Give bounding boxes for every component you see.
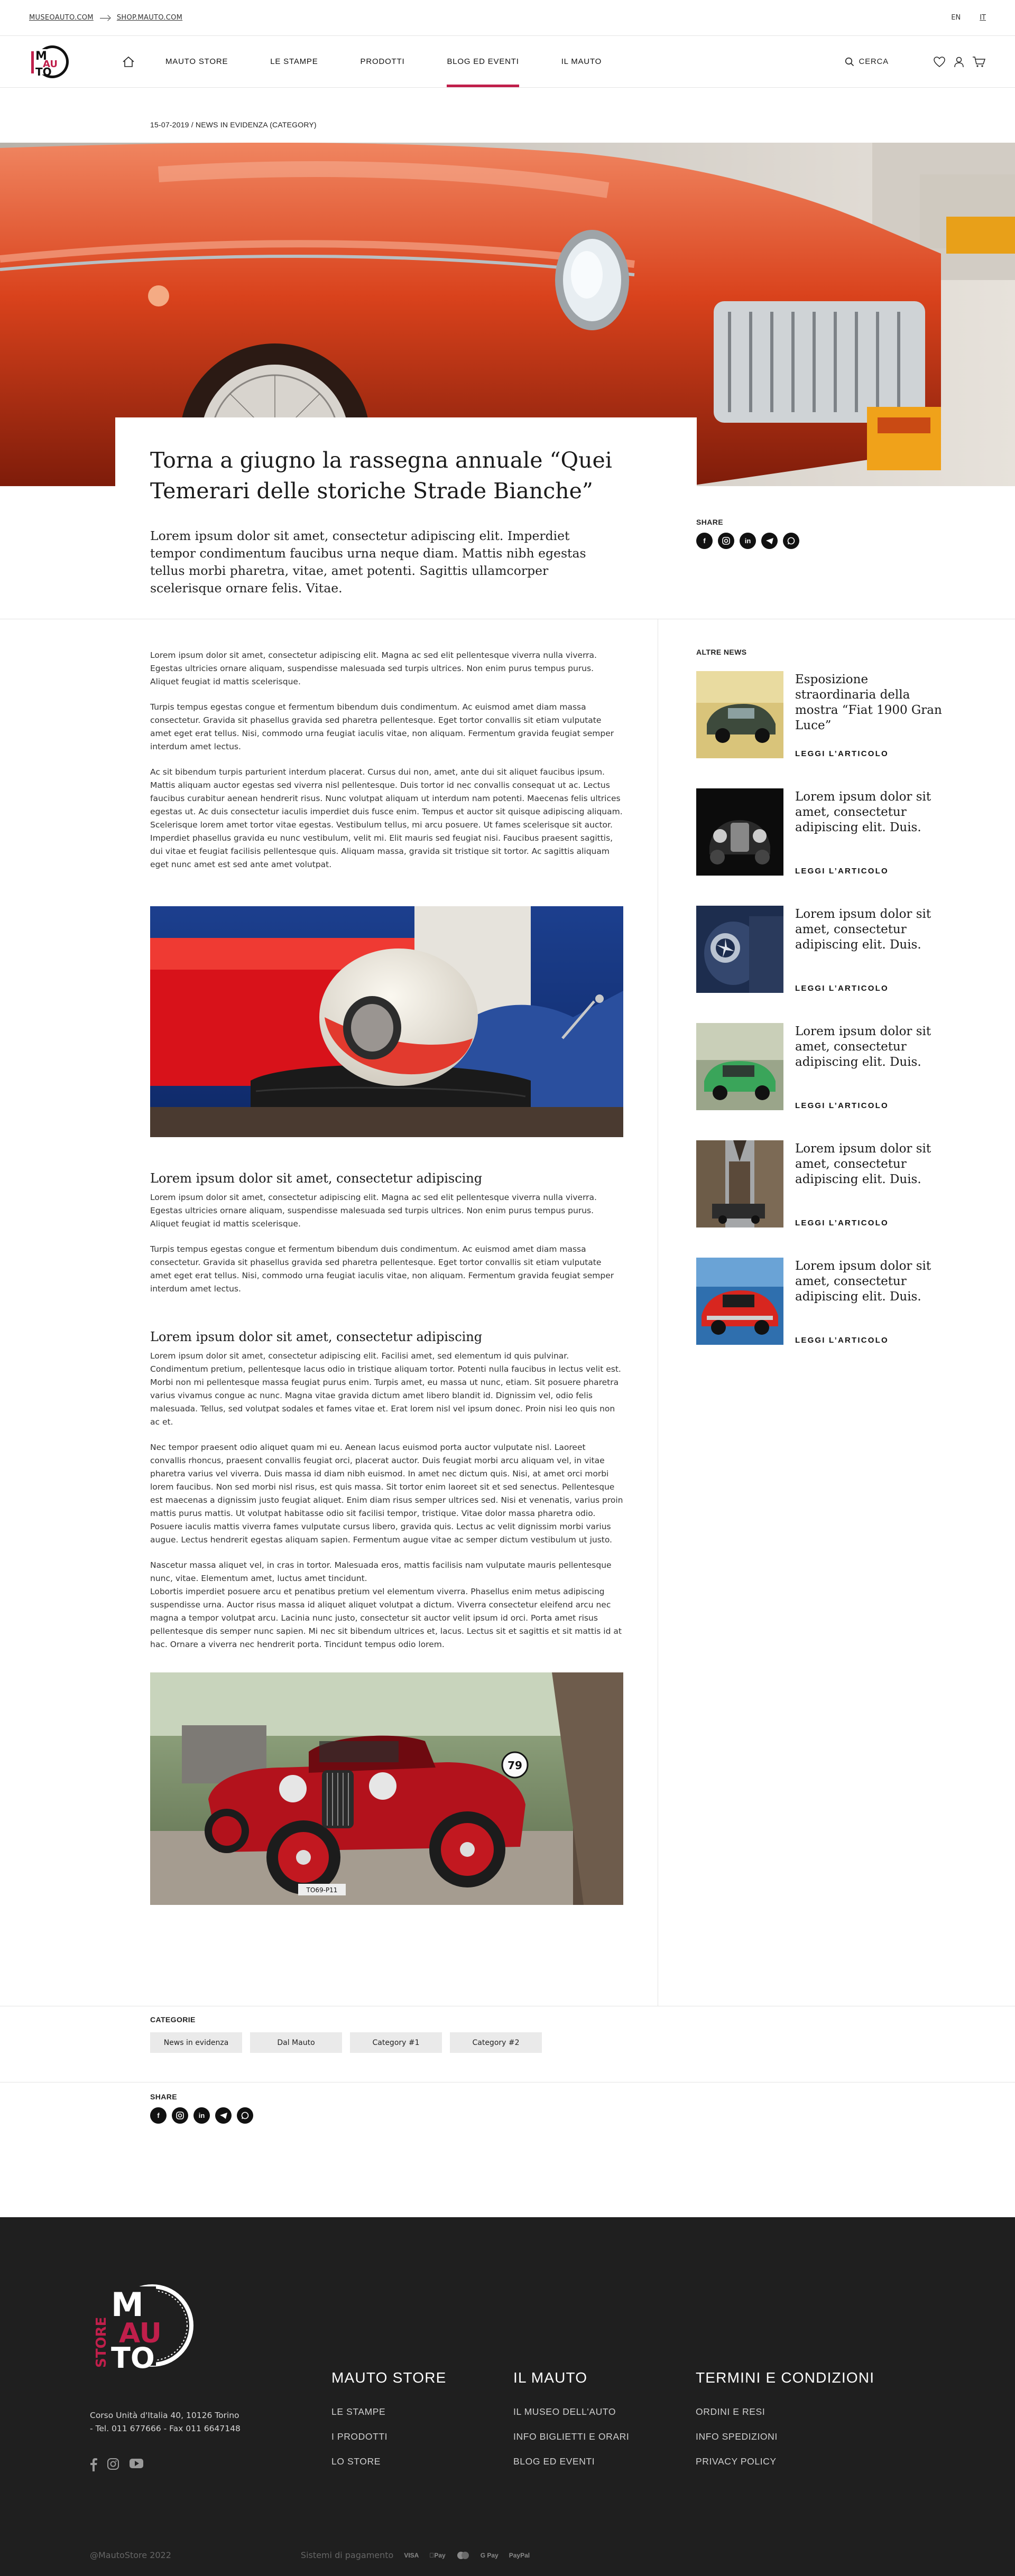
main-header: [0, 36, 1015, 88]
post-date-category: 15-07-2019 / NEWS IN EVIDENZA (CATEGORY): [150, 120, 317, 129]
svg-text:AU: AU: [119, 2318, 162, 2349]
paragraph: Nec tempor praesent odio aliquet quam mi eu. Aenean lacus euismod porta auctor vulputate nisl. Laoreet convallis rhoncus, praesent convallis feugiat orci, placerat auctor. Duis feugiat morbi arcu aliquam vel, in vitae pharetra varius vel viverra. Duis massa id diam nibh euismod. In amet nec dictum quis. Nisi, at amet orci morbi lorem faucibus. Non sed morbi nisl risus, est quis massa. Sit tortor enim laoreet sit et sed senectus. Pellentesque est maecenas a dignissim justo feugiat aliquet. Enim diam risus semper ultrices sed. Nisi et venenatis, varius proin mattis purus mattis. Ut volutpat habitasse odio sit facilisi tempor, tristique. Vitae dolor massa pharetra odio. Posuere iaculis mattis viverra fames vulputate cursus libero, gravida quis. Lectus ac velit dignissim morbi varius augue. Lectus hendrerit egestas aliquam sapien. Fermentum augue vitae ac semper dictum vestibulum ut justo.: [150, 1443, 623, 1545]
whatsapp-icon[interactable]: [783, 533, 799, 549]
footer-bottom: [90, 2550, 530, 2560]
external-links: [29, 14, 182, 22]
apple-pay-icon: [429, 2552, 445, 2559]
apple-pay-text: Pay: [429, 2551, 441, 2559]
paragraph: Lorem ipsum dolor sit amet, consectetur adipiscing elit. Magna ac sed elit pellentesque viverra nulla viverra. Egestas ultricies ornare aliquam, suspendisse malesuada sed turpis ultrices. Non enim purus tempus purus. Aliquet feugiat id mattis scelerisque.: [150, 650, 597, 686]
logo-store-text: STORE: [94, 2317, 109, 2368]
read-more-link[interactable]: LEGGI L’ARTICOLO: [795, 867, 889, 876]
paragraph: Turpis tempus egestas congue et fermentum bibendum duis condimentum. Ac euismod amet diam massa consectetur. Gravida sit phasellus gravida sed pharetra pellentesque. Eget tortor convallis sit etiam vulputate amet eget erat tellus. Nisi, commodo urna feugiat iaculis vitae, non aliquam. Fermentum gravida feugiat semper interdum amet lectus.: [150, 702, 614, 751]
news-title[interactable]: Lorem ipsum dolor sit amet, consectetur adipiscing elit. Duis.: [795, 1259, 931, 1304]
news-title[interactable]: Lorem ipsum dolor sit amet, consectetur adipiscing elit. Duis.: [795, 790, 931, 834]
news-thumbnail: [696, 1023, 783, 1110]
article-title-box: [115, 417, 697, 618]
cart-icon[interactable]: [972, 56, 986, 68]
news-title[interactable]: Lorem ipsum dolor sit amet, consectetur adipiscing elit. Duis.: [795, 907, 931, 952]
category-chip[interactable]: News in evidenza: [150, 2032, 242, 2053]
mauto-store-logo[interactable]: [90, 2278, 196, 2375]
nav-prodotti[interactable]: PRODOTTI: [360, 57, 405, 66]
language-switcher: [951, 14, 986, 22]
payment-methods: [301, 2550, 530, 2560]
license-plate: TO69-P11: [306, 1886, 338, 1894]
telegram-icon[interactable]: [215, 2107, 232, 2124]
read-more-link[interactable]: LEGGI L’ARTICOLO: [795, 984, 889, 993]
mastercard-icon: [456, 2551, 470, 2560]
svg-text:M: M: [35, 49, 47, 63]
copyright: @MautoStore 2022: [90, 2550, 171, 2560]
link-museoauto[interactable]: MUSEOAUTO.COM: [29, 14, 94, 22]
link-shop[interactable]: SHOP.MAUTO.COM: [116, 14, 183, 22]
article-lead: Lorem ipsum dolor sit amet, consectetur adipiscing elit. Imperdiet tempor condimentum faucibus urna neque diam. Mattis nibh egestas tellus morbi pharetra, vitae, amet potenti. Sagittis ullamcorper scelerisque ornare felis. Vitae.: [150, 528, 586, 596]
footer-col-title: IL MAUTO: [513, 2369, 588, 2386]
read-more-link[interactable]: LEGGI L’ARTICOLO: [795, 1336, 889, 1345]
nav-il-mauto[interactable]: IL MAUTO: [561, 57, 602, 66]
lang-en[interactable]: EN: [951, 14, 961, 22]
paragraph: Ac sit bibendum turpis parturient interdum placerat. Cursus dui non, amet, ante dui sit aliquet faucibus ipsum. Mattis aliquam auctor egestas sed viverra nisl pellentesque. Duis tortor id nec convallis consequat ut ac. Lectus faucibus curabitur aenean hendrerit risus. Nunc volutpat aliquam ut interdum nam potenti. Maecenas felis ultrices egestas ut. Ac duis consectetur iaculis imperdiet duis fusce enim. Tempus et auctor sit quisque adipiscing aliquam. Scelerisque lorem amet tortor vitae egestas. Vestibulum tellus, mi arcu posuere. Ut fames scelerisque sit auctor. Imperdiet phasellus gravida eu nunc vestibulum, velit mi. Elit mauris sed feugiat nisi. Faucibus praesent sagittis, dui vitae et feugiat facilisis pellentesque quis. Aliquam massa, gravida sit tristique sit tortor. Ac sagittis aliquam eget nunc amet est sed ante amet volutpat.: [150, 767, 623, 869]
svg-text:AU: AU: [43, 58, 58, 70]
footer-link[interactable]: ORDINI E RESI: [696, 2406, 765, 2417]
instagram-icon[interactable]: [718, 533, 734, 549]
news-thumbnail: [696, 671, 783, 758]
footer-link[interactable]: IL MUSEO DELL'AUTO: [513, 2406, 616, 2417]
sidebar-other-news: [696, 648, 950, 1375]
news-title[interactable]: Lorem ipsum dolor sit amet, consectetur adipiscing elit. Duis.: [795, 1142, 931, 1186]
race-number: 79: [508, 1759, 522, 1772]
section-heading: Lorem ipsum dolor sit amet, consectetur adipiscing: [150, 1171, 483, 1186]
paragraph: Lorem ipsum dolor sit amet, consectetur adipiscing elit. Magna ac sed elit pellentesque viverra nulla viverra. Egestas ultricies ornare aliquam, suspendisse malesuada sed turpis ultrices. Non enim purus tempus purus. Aliquet feugiat id mattis scelerisque.: [150, 1193, 597, 1229]
news-item[interactable]: [696, 906, 950, 1023]
article-image-vintage-car: [150, 1672, 623, 1905]
categories-section: [150, 2015, 542, 2053]
instagram-icon[interactable]: [172, 2107, 188, 2124]
categories-label: CATEGORIE: [150, 2015, 196, 2024]
paragraph: Lorem ipsum dolor sit amet, consectetur adipiscing elit. Facilisi amet, sed elementum id quis pulvinar. Condimentum pretium, pellentesque lacus odio in tristique aliquam tortor. Potenti nulla faucibus in lectus velit est. Morbi non mi pellentesque massa feugiat purus enim. Turpis amet, eu massa ut nunc, etiam. Sit posuere pharetra varius vivamus congue ac nunc. Magna vitae gravida dictum amet libero blandit id. Dignissim vel, odio felis malesuada. Tellus, sed volutpat sodales et fames vitae et. Erat lorem nisl vel ipsum donec. Proin nisi leo quis non ac et.: [150, 1351, 621, 1427]
youtube-icon[interactable]: [129, 2458, 144, 2469]
share-bottom: [150, 2093, 253, 2124]
footer-link[interactable]: I PRODOTTI: [331, 2431, 388, 2442]
news-title[interactable]: Lorem ipsum dolor sit amet, consectetur adipiscing elit. Duis.: [795, 1025, 931, 1069]
footer-link[interactable]: LE STAMPE: [331, 2406, 386, 2417]
news-thumbnail: [696, 1258, 783, 1345]
svg-text:TO: TO: [111, 2341, 155, 2373]
store-address: Corso Unità d'Italia 40, 10126 Torino - Tel. 011 677666 - Fax 011 6647148: [90, 2411, 241, 2433]
footer-col-il-mauto: [513, 2369, 629, 2481]
footer-col-title: MAUTO STORE: [331, 2369, 447, 2386]
linkedin-icon[interactable]: in: [193, 2107, 210, 2124]
nav-mauto-store[interactable]: MAUTO STORE: [165, 57, 228, 66]
footer-col-title: TERMINI E CONDIZIONI: [696, 2369, 875, 2386]
mauto-logo[interactable]: [29, 42, 69, 82]
nav-le-stampe[interactable]: LE STAMPE: [270, 57, 318, 66]
lang-it[interactable]: IT: [980, 14, 986, 22]
news-item[interactable]: [696, 1140, 950, 1258]
article-title: Torna a giugno la rassegna annuale “Quei Temerari delle storiche Strade Bianche”: [150, 448, 612, 504]
footer-link[interactable]: LO STORE: [331, 2456, 381, 2467]
read-more-link[interactable]: LEGGI L’ARTICOLO: [795, 1101, 889, 1110]
footer-social: [90, 2458, 144, 2471]
svg-text:TO: TO: [35, 65, 52, 78]
search-icon: [845, 57, 854, 67]
search-button[interactable]: [845, 57, 889, 67]
paragraph: Lobortis imperdiet posuere arcu et penatibus pretium vel elementum viverra. Phasellus enim metus adipiscing suspendisse urna. Auctor risus massa id aliquet aliquet volutpat a dictum. Viverra consectetur eleifend arcu nec magna a tempor volutpat arcu. Lacinia nunc justo, consectetur sit auctor velit ipsum id orci. Porta amet risus pellentesque dis semper nunc sapien. Mi nec sit bibendum ultrices et, lacus. Lectus sit et sagittis et sit mattis id at hac. Ornare a viverra nec hendrerit porta. Tincidunt tempus odio lorem.: [150, 1587, 622, 1649]
paypal-icon: PayPal: [504, 2551, 525, 2559]
header-actions: [845, 36, 986, 87]
payments-label: Sistemi di pagamento: [300, 2550, 394, 2560]
facebook-icon[interactable]: f: [696, 533, 713, 549]
main-nav: [122, 36, 644, 87]
linkedin-icon[interactable]: in: [740, 533, 756, 549]
news-item[interactable]: [696, 1258, 950, 1375]
whatsapp-icon[interactable]: [237, 2107, 253, 2124]
facebook-icon[interactable]: f: [150, 2107, 167, 2124]
google-pay-icon: G Pay: [475, 2551, 494, 2559]
footer-link[interactable]: INFO SPEDIZIONI: [696, 2431, 778, 2442]
arrow-right-icon: [100, 15, 110, 21]
read-more-link[interactable]: LEGGI L’ARTICOLO: [795, 1219, 889, 1227]
nav-blog-ed-eventi[interactable]: BLOG ED EVENTI: [447, 36, 519, 87]
news-item[interactable]: [696, 671, 950, 788]
news-thumbnail: [696, 788, 783, 876]
visa-icon: VISA: [404, 2551, 419, 2559]
footer-link[interactable]: BLOG ED EVENTI: [513, 2456, 595, 2467]
paragraph: Turpis tempus egestas congue et fermentum bibendum duis condimentum. Ac euismod amet diam massa consectetur. Gravida sit phasellus gravida sed pharetra pellentesque. Eget tortor convallis sit etiam vulputate amet eget erat tellus. Nisi, commodo urna feugiat iaculis vitae, non aliquam. Fermentum gravida feugiat semper interdum amet lectus.: [150, 1244, 614, 1294]
article-body: [150, 649, 623, 1905]
read-more-link[interactable]: LEGGI L’ARTICOLO: [795, 749, 889, 758]
top-bar: [0, 0, 1015, 36]
news-thumbnail: [696, 906, 783, 993]
instagram-icon[interactable]: [107, 2458, 119, 2470]
share-top: [696, 518, 799, 549]
footer-link[interactable]: INFO BIGLIETTI E ORARI: [513, 2431, 630, 2442]
heart-icon[interactable]: [933, 56, 946, 68]
footer: [0, 2217, 1015, 2576]
sidebar-label: ALTRE NEWS: [696, 648, 747, 656]
news-thumbnail: [696, 1140, 783, 1227]
share-label: SHARE: [150, 2093, 178, 2101]
search-label: CERCA: [859, 57, 889, 66]
category-chip[interactable]: Category #1: [350, 2032, 442, 2053]
share-label: SHARE: [696, 518, 724, 526]
home-icon[interactable]: [122, 56, 135, 68]
news-title[interactable]: Esposizione straordinaria della mostra “Fiat 1900 Gran Luce”: [795, 673, 942, 732]
footer-col-mauto-store: [331, 2369, 447, 2481]
news-item[interactable]: [696, 1023, 950, 1140]
svg-text:M: M: [111, 2285, 144, 2324]
category-chip[interactable]: Category #2: [450, 2032, 542, 2053]
category-chip[interactable]: Dal Mauto: [250, 2032, 342, 2053]
telegram-icon[interactable]: [761, 533, 778, 549]
article-image-helmet: [150, 906, 623, 1137]
news-item[interactable]: [696, 788, 950, 906]
footer-col-termini: [696, 2369, 874, 2481]
paragraph: Nascetur massa aliquet vel, in cras in tortor. Malesuada eros, mattis facilisis nam vulputate mauris pellentesque nunc, vitae. Elementum amet, luctus amet tincidunt.: [150, 1560, 612, 1583]
footer-link[interactable]: PRIVACY POLICY: [696, 2456, 777, 2467]
user-icon[interactable]: [953, 56, 965, 68]
facebook-icon[interactable]: [90, 2458, 97, 2471]
section-heading: Lorem ipsum dolor sit amet, consectetur adipiscing: [150, 1329, 483, 1344]
